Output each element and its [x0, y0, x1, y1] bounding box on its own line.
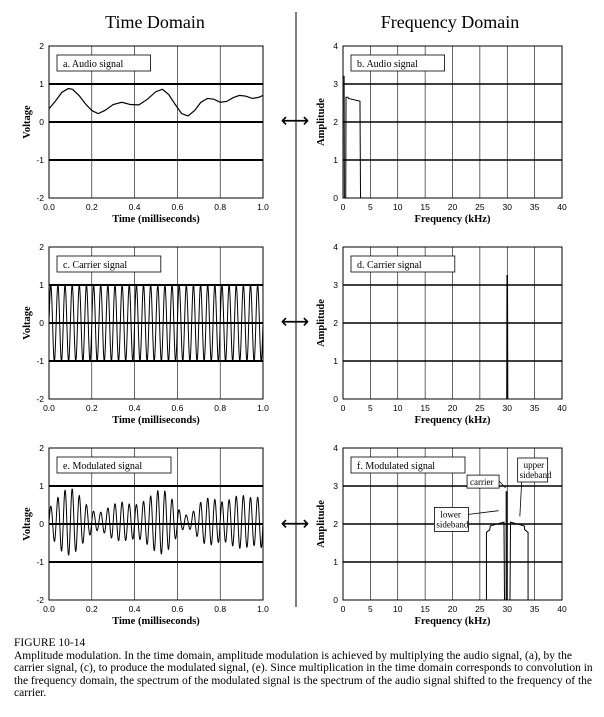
- header-frequency-domain: Frequency Domain: [380, 12, 520, 32]
- x-tick-label: 30: [502, 604, 512, 614]
- figure-caption: [14, 637, 598, 700]
- x-tick-label: 25: [475, 604, 485, 614]
- x-tick-label: 20: [447, 403, 458, 413]
- x-tick-label: 0.4: [128, 202, 141, 212]
- y-tick-label: 1: [333, 155, 338, 165]
- x-tick-label: 10: [393, 202, 403, 212]
- panel-title: c. Carrier signal: [63, 260, 128, 271]
- x-tick-label: 40: [557, 202, 567, 212]
- y-tick-label: 4: [333, 41, 338, 51]
- x-axis-label: Time (milliseconds): [112, 214, 200, 225]
- x-tick-label: 35: [529, 403, 540, 413]
- y-tick-label: -1: [36, 155, 44, 165]
- x-tick-label: 5: [368, 604, 373, 614]
- y-tick-label: 0: [39, 519, 44, 529]
- x-tick-label: 5: [368, 403, 373, 413]
- x-tick-label: 0.4: [128, 403, 141, 413]
- x-tick-label: 0.4: [128, 604, 141, 614]
- y-axis-label: Voltage: [22, 306, 33, 340]
- series-line: [343, 76, 368, 198]
- x-tick-label: 0.2: [85, 403, 98, 413]
- x-tick-label: 0.0: [43, 403, 55, 413]
- y-tick-label: 0: [333, 595, 338, 605]
- x-axis-label: Time (milliseconds): [112, 616, 200, 627]
- y-tick-label: -1: [36, 557, 44, 567]
- header-time-domain: Time Domain: [105, 12, 205, 32]
- annotation-arrow: [520, 482, 522, 516]
- annotation-carrier: carrier: [470, 477, 494, 488]
- x-tick-label: 0: [340, 604, 346, 614]
- y-tick-label: 3: [333, 79, 338, 89]
- panel-title: e. Modulated signal: [63, 461, 143, 472]
- x-tick-label: 30: [502, 202, 512, 212]
- x-tick-label: 35: [529, 604, 540, 614]
- x-tick-label: 25: [475, 202, 485, 212]
- annotation-lower-sideband: sideband: [436, 519, 469, 530]
- x-tick-label: 0.6: [171, 604, 184, 614]
- panel-title: a. Audio signal: [63, 59, 124, 70]
- x-tick-label: 0.0: [43, 202, 55, 212]
- y-tick-label: -2: [36, 394, 44, 404]
- annotation-arrow: [499, 481, 506, 488]
- x-tick-label: 0.8: [214, 202, 227, 212]
- x-tick-label: 35: [529, 202, 540, 212]
- x-tick-label: 0.2: [85, 604, 98, 614]
- y-tick-label: 4: [333, 443, 338, 453]
- x-axis-label: Frequency (kHz): [414, 214, 491, 225]
- x-axis-label: Frequency (kHz): [414, 616, 491, 627]
- y-tick-label: 3: [333, 481, 338, 491]
- chart-modulated-spectrum: [316, 443, 567, 627]
- x-tick-label: 10: [393, 403, 403, 413]
- series-line: [49, 489, 263, 555]
- arrow-icon-row1: ⟷: [280, 108, 310, 132]
- chart-carrier-spectrum: [316, 242, 567, 426]
- series-line: [49, 285, 263, 361]
- y-tick-label: 0: [39, 117, 44, 127]
- x-tick-label: 30: [502, 403, 512, 413]
- x-tick-label: 20: [447, 604, 458, 614]
- x-tick-label: 0.2: [85, 202, 98, 212]
- chart-audio-spectrum: [316, 41, 567, 225]
- y-tick-label: 1: [333, 557, 338, 567]
- x-tick-label: 1.0: [257, 202, 269, 212]
- series-line: [49, 89, 263, 116]
- x-tick-label: 25: [475, 403, 485, 413]
- y-axis-label: Amplitude: [316, 98, 327, 146]
- annotation-lower: lower: [440, 509, 461, 520]
- y-tick-label: 4: [333, 242, 338, 252]
- y-tick-label: 1: [39, 280, 44, 290]
- y-tick-label: 0: [39, 318, 44, 328]
- y-tick-label: 1: [39, 79, 44, 89]
- y-tick-label: 0: [333, 394, 338, 404]
- y-tick-label: 2: [333, 117, 338, 127]
- y-tick-label: 2: [39, 242, 44, 252]
- chart-audio-time: [22, 41, 269, 225]
- x-tick-label: 1.0: [257, 604, 269, 614]
- caption-text: Amplitude modulation. In the time domain, amplitude modulation is achieved by multiplying the audio signal, (a), by the carrier signal, (c), to produce the modulated signal, (e). Since multiplication in the time domain corresponds to convolution in the frequency domain, the spectrum of the modulated signal is the spectrum of the audio signal shifted to the frequency of the carrier.: [14, 649, 593, 700]
- chart-modulated-time: [22, 443, 269, 627]
- y-tick-label: 2: [333, 519, 338, 529]
- y-axis-label: Amplitude: [316, 299, 327, 347]
- x-tick-label: 0.6: [171, 202, 184, 212]
- y-tick-label: -2: [36, 595, 44, 605]
- annotation-upper-sideband: sideband: [519, 470, 552, 480]
- panel-title: b. Audio signal: [357, 59, 418, 70]
- y-tick-label: 0: [333, 193, 338, 203]
- x-tick-label: 40: [557, 403, 567, 413]
- y-tick-label: -2: [36, 193, 44, 203]
- x-tick-label: 15: [420, 403, 430, 413]
- y-tick-label: 2: [39, 443, 44, 453]
- y-axis-label: Voltage: [22, 507, 33, 541]
- x-axis-label: Time (milliseconds): [112, 415, 200, 426]
- y-tick-label: 3: [333, 280, 338, 290]
- annotation-arrow: [468, 511, 498, 515]
- y-axis-label: Voltage: [22, 105, 33, 139]
- x-tick-label: 0: [340, 403, 346, 413]
- x-axis-label: Frequency (kHz): [414, 415, 491, 426]
- panel-title: d. Carrier signal: [357, 260, 422, 271]
- x-tick-label: 40: [557, 604, 567, 614]
- arrow-icon-row2: ⟷: [280, 309, 310, 333]
- arrow-icon-row3: ⟷: [280, 511, 310, 535]
- y-tick-label: 1: [333, 356, 338, 366]
- x-tick-label: 0.8: [214, 604, 227, 614]
- x-tick-label: 15: [420, 202, 430, 212]
- y-tick-label: -1: [36, 356, 44, 366]
- annotation-upper: upper: [523, 460, 545, 470]
- x-tick-label: 0.6: [171, 403, 184, 413]
- panel-title: f. Modulated signal: [357, 461, 436, 472]
- x-tick-label: 20: [447, 202, 458, 212]
- y-tick-label: 2: [39, 41, 44, 51]
- y-axis-label: Amplitude: [316, 500, 327, 548]
- x-tick-label: 0: [340, 202, 346, 212]
- x-tick-label: 10: [393, 604, 403, 614]
- x-tick-label: 5: [368, 202, 373, 212]
- chart-carrier-time: [22, 242, 269, 426]
- x-tick-label: 0.8: [214, 403, 227, 413]
- x-tick-label: 1.0: [257, 403, 269, 413]
- x-tick-label: 15: [420, 604, 430, 614]
- x-tick-label: 0.0: [43, 604, 55, 614]
- caption-label: FIGURE 10-14: [14, 637, 86, 649]
- y-tick-label: 1: [39, 481, 44, 491]
- y-tick-label: 2: [333, 318, 338, 328]
